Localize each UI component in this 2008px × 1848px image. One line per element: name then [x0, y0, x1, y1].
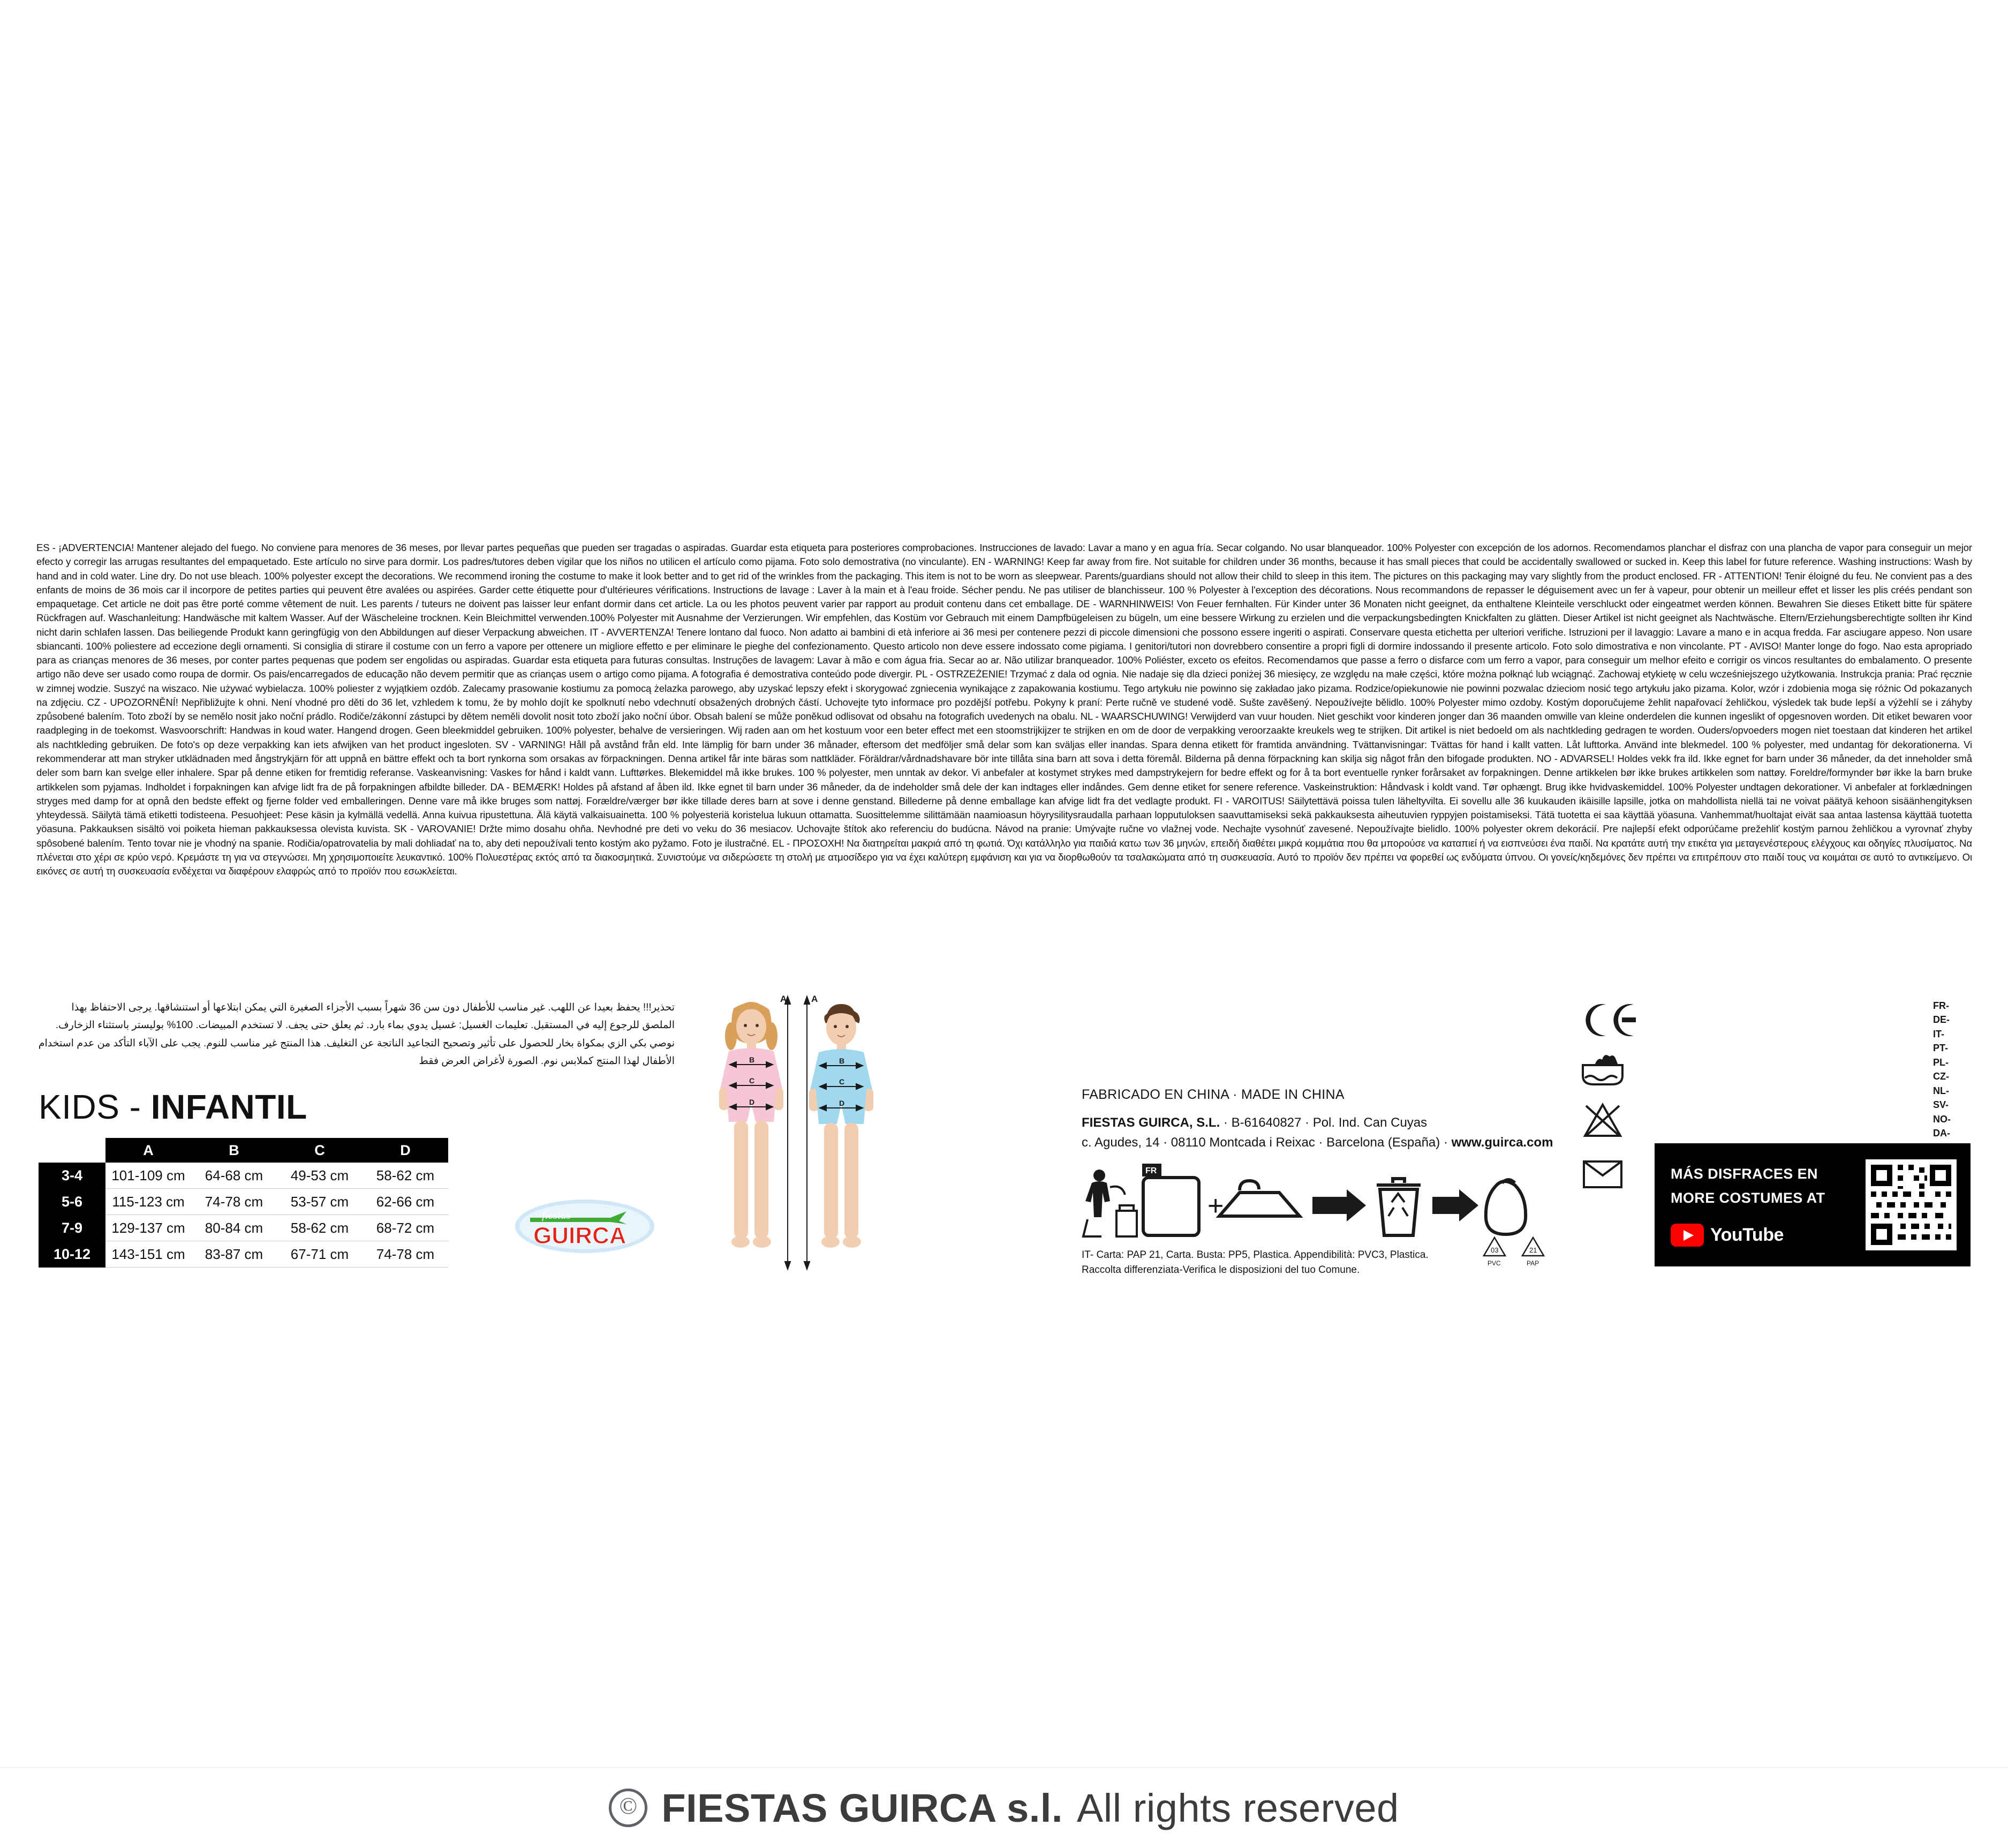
lang-item: CZ-	[1933, 1071, 1949, 1082]
row-age-label: 10-12	[39, 1241, 105, 1268]
waste-sack-icon	[1486, 1180, 1526, 1234]
do-not-bleach-icon	[1580, 1098, 1626, 1144]
label-d-boy: D	[839, 1099, 845, 1107]
column-header-blank	[39, 1138, 105, 1163]
cell-a: 115-123 cm	[105, 1189, 191, 1215]
table-row	[39, 1241, 448, 1268]
label-b-girl: B	[749, 1055, 755, 1064]
company-website[interactable]: www.guirca.com	[1451, 1135, 1553, 1150]
table-row	[39, 1189, 448, 1215]
lang-item: PT-	[1933, 1043, 1949, 1054]
table-row	[39, 1215, 448, 1241]
logo-main-word: GUIRCA	[533, 1223, 626, 1249]
row-age-label: 3-4	[39, 1163, 105, 1189]
label-b-boy: B	[839, 1057, 845, 1065]
label-c-girl: C	[749, 1076, 755, 1085]
footer-brand-name: FIESTAS GUIRCA s.l.	[661, 1785, 1063, 1830]
cell-a: 101-109 cm	[105, 1163, 191, 1189]
cell-d: 74-78 cm	[363, 1241, 448, 1268]
recycling-note	[1082, 1248, 1429, 1277]
cell-c: 49-53 cm	[277, 1163, 363, 1189]
company-poligono: Pol. Ind. Can Cuyas	[1312, 1115, 1428, 1130]
lang-item: DE-	[1933, 1014, 1950, 1025]
footer-rights-text: All rights reserved	[1076, 1785, 1399, 1830]
company-line	[1082, 1113, 1553, 1133]
table-row	[39, 1163, 448, 1189]
line-dry-icon	[1580, 1150, 1626, 1196]
size-chart-table	[39, 1138, 448, 1268]
size-chart-title-kids: KIDS -	[39, 1088, 151, 1126]
promo-line-en: MORE COSTUMES AT	[1671, 1190, 1825, 1206]
label-c-boy: C	[839, 1077, 845, 1086]
logo-top-word: fiestas	[542, 1209, 571, 1221]
recycling-pictograms	[1079, 1159, 1545, 1248]
size-chart-title	[39, 1087, 307, 1127]
lang-item: DA-	[1933, 1128, 1950, 1139]
fr-tag-label: FR	[1145, 1166, 1157, 1175]
cell-b: 83-87 cm	[191, 1241, 277, 1268]
table-header-row	[39, 1138, 448, 1163]
plus-sign: +	[1207, 1190, 1224, 1221]
lang-item: IT-	[1933, 1028, 1944, 1039]
promo-line-es: MÁS DISFRACES EN	[1671, 1166, 1818, 1182]
copyright-icon: ©	[609, 1789, 647, 1827]
cell-b: 74-78 cm	[191, 1189, 277, 1215]
youtube-play-icon	[1671, 1224, 1704, 1247]
cell-b: 80-84 cm	[191, 1215, 277, 1241]
row-age-label: 7-9	[39, 1215, 105, 1241]
care-instruction-icons	[1580, 1047, 1649, 1201]
label-d-girl: D	[749, 1098, 755, 1106]
cell-c: 53-57 cm	[277, 1189, 363, 1215]
recycle-bin-icon	[1377, 1179, 1421, 1235]
company-name: FIESTAS GUIRCA, S.L.	[1082, 1115, 1220, 1130]
made-in-china-text: FABRICADO EN CHINA · MADE IN CHINA	[1082, 1087, 1345, 1102]
company-address: c. Agudes, 14 · 08110 Montcada i Reixac · Barcelona (España) ·	[1082, 1135, 1448, 1150]
pap-label: PAP	[1527, 1259, 1539, 1267]
pvc-code: 03	[1491, 1246, 1499, 1254]
youtube-promo-banner[interactable]	[1655, 1143, 1971, 1266]
lang-item: NL-	[1933, 1085, 1949, 1096]
lang-item: SV-	[1933, 1099, 1949, 1111]
girl-figure	[719, 1002, 783, 1248]
tidyman-icon	[1083, 1170, 1137, 1236]
recycling-note-line2: Raccolta differenziata-Verifica le disposizioni del tuo Comune.	[1082, 1264, 1360, 1276]
arabic-warning-text: تحذير!!! يحفظ بعيدا عن اللهب. غير مناسب للأطفال دون سن 36 شهراً بسبب الأجزاء الصغيرة التي يمكن ابتلاعها أو استنشاقها. يرجى الاحتفاظ بهذا الملصق للرجوع إليه في المستقبل. تعليمات الغسيل: غسيل يدوي بماء بارد. ثم يعلق حتى يجف. لا تستخدم المبيضات. 100% بوليستر باستثناء الزخارف. نوصي بكي الزي بمكواة بخار للحصول على تأثير وتصحيح التجاعيد الناتجة عن التغليف. هذا المنتج غير مناسب للنوم. يجب على الآباء التأكد من عدم استخدام الأطفال لهذا المنتج كملابس نوم. الصورة لأغراض العرض فقط	[38, 1002, 675, 1067]
cell-d: 58-62 cm	[363, 1163, 448, 1189]
youtube-promo-text	[1671, 1166, 1842, 1206]
arrow-right-icon-2	[1432, 1189, 1478, 1221]
recycling-note-line1: IT- Carta: PAP 21, Carta. Busta: PP5, Plastica. Appendibilità: PVC3, Plastica.	[1082, 1249, 1429, 1261]
label-a-girl: A	[780, 994, 787, 1004]
boy-figure	[809, 1004, 873, 1248]
material-code-icons	[1481, 1234, 1550, 1272]
row-age-label: 5-6	[39, 1189, 105, 1215]
youtube-wordmark: YouTube	[1710, 1225, 1784, 1245]
youtube-logo[interactable]	[1671, 1224, 1784, 1247]
cell-c: 58-62 cm	[277, 1215, 363, 1241]
pap-code: 21	[1529, 1246, 1537, 1254]
arrow-right-icon	[1312, 1189, 1366, 1221]
column-header-d: D	[363, 1138, 448, 1163]
company-sep-2: ·	[1305, 1115, 1313, 1130]
multilingual-warning-text: ES - ¡ADVERTENCIA! Mantener alejado del fuego. No conviene para menores de 36 meses, por llevar partes pequeñas que pueden ser tragadas o aspiradas. Guardar esta etiqueta para posteriores comprobaciones. Instrucciones de lavado: Lavar a mano y en agua fría. Secar colgando. No usar blanqueador. 100% Polyester con excepción de los adornos. Recomendamos planchar el disfraz con una plancha de vapor para conseguir un mejor efecto y corregir las arrugas resultantes del empaquetado. Este artículo no sirve para dormir. Los padres/tutores deben vigilar que los niños no utilicen el artículo como pijama. Foto solo demostrativa (no vinculante). EN - WARNING! Keep far away from fire. Not suitable for children under 36 months, because it has small pieces that could be accidentally swallowed or sucked in. Keep this label for future reference. Washing instructions: Wash by hand and in cold water. Line dry. Do not use bleach. 100% polyester except the decorations. We recommend ironing the costume to make it look better and to get rid of the wrinkles from the packaging. This item is not to be worn as sleepwear. Parents/guardians should not allow their child to sleep in this item. The pictures on this packaging may vary slightly from the product enclosed. FR - ATTENTION! Tenir éloigné du feu. Ne convient pas a des enfants de moins de 36 mois car il incorpore de petites parties qui peuvent être avalées ou aspirées. Garder cette étiquette pour d'ultérieures vérifications. Instructions de lavage : Laver à la main et à l'eau froide. Sécher pendu. Ne pas utiliser de blanchisseur. 100 % Polyester à l'exception des décorations. Nous recommandons de repasser le déguisement avec un fer à vapeur, pour obtenir un meilleur effet et lisser les plis créés pendant son empaquetage. Cet article ne doit pas être porté comme vêtement de nuit. Les parents / tuteurs ne doivent pas laisser leur enfant dormir dans cet article. La ou les photos peuvent varier par rapport au produit contenu dans cet emballage. DE - WARNHINWEIS! Von Feuer fernhalten. Für Kinder unter 36 Monaten nicht geeignet, da enthaltene Kleinteile verschluckt oder eingeatmet werden können. Bewahren Sie dieses Etikett bitte für spätere Rückfragen auf. Waschanleitung: Handwäsche mit kaltem Wasser. Auf der Wäscheleine trocknen. Kein Bleichmittel verwenden.100% Polyester mit Ausnahme der Verzierungen. Wir empfehlen, das Kostüm vor Gebrauch mit einem Dampfbügeleisen zu bügeln, um eine bessere Wirkung zu erzielen und die verpackungsbedingten Knickfalten zu glätten. Dieser Artikel ist nicht geeignet als Nachtwäsche. Eltern/Erziehungsberechtigte sollten ihr Kind nicht darin schlafen lassen. Das beiliegende Produkt kann geringfügig von den Abbildungen auf dieser Verpackung abweichen. IT - AVVERTENZA! Tenere lontano dal fuoco. Non adatto ai bambini di età inferiore ai 36 mesi per contenere pezzi di piccole dimensioni che possono essere ingeriti o aspirati. Conservare questa etichetta per ulteriori verifiche. Istruzioni per il lavaggio: Lavare a mano e in acqua fredda. Far asciugare appeso. Non usare sbiancanti. 100% poliestere ad eccezione degli ornamenti. Si consiglia di stirare il costume con un ferro a vapore per ottenere un migliore effetto e per eliminare le pieghe del confezionamento. Questo articolo non deve essere indossato come pigiama. I genitori/tutori non dovrebbero consentire a propri figli di dormire indossando il presente articolo. Foto solo dimostrativa e non vincolante. PT - AVISO! Manter longe do fogo. Nao esta apropriado para as crianças menores de 36 meses, por conter partes pequenas que podem ser engolidas ou aspiradas. Guardar esta etiqueta para futuras consultas. Instruções de lavagem: Lavar à mão e com água fria. Secar ao ar. Não utilizar branqueador. 100% Poliéster, exceto os efeitos. Recomendamos que passe a ferro o disfarce com um ferro a vapor, para conseguir um melhor efeito e corrigir os vincos resultantes do embalamento. O presente artigo não deve ser usado como roupa de dormir. Os pais/encarregados de educação não devem permitir que as crianças usem o artigo como pijama. A fotografia é demostrativa conteúdo pode divergir. PL - OSTRZEŻENIE! Trzymać z dala od ognia. Nie nadaje się dla dzieci poniżej 36 miesięcy, ze względu na małe części, które można połknąć lub wciągnąć. Zachowaj etykietę w celu wcześniejszego użytkowania. Instrukcja prania: Prać ręcznie w zimnej wodzie. Suszyć na wiszaco. Nie używać wybielacza. 100% poliester z wyjątkiem ozdób. Zalecamy prasowanie kostiumu za pomocą żelazka parowego, aby uzyskać lepszy efekt i skorygować zgniecenia wynikające z zapakowania kostiumu. Tego artykułu nie powinno się zakładao jako pizama. Rodzice/opiekunowie nie powinni pozwalac dzieciom nosić tego artykułu jako pizama. Kolor, wzór i zdobienia moga się różnic Od pokazanych na zdjęciu. CZ - UPOZORNĚNÍ! Nepřibližujte k ohni. Není vhodné pro děti do 36 let, vzhledem k tomu, že by mohlo dojít ke spolknutí nebo vdechnutí obsažených drobných částí. Uchovejte tyto informace pro pozdější potřebu. Pokyny k praní: Perte ručně ve studené vodě. Sušte zavěšený. Nepoužívejte bělidlo. 100% Polyester mimo ozdoby. Kostým doporučujeme žehlit napařovací žehličkou, výsledek tak bude lepší a výžehlí se i záhyby způsobené balením. Toto zboží by se nemělo nosit jako noční prádlo. Rodiče/zákonní zástupci by dětem neměli dovolit nosit toto zboží jako noční úbor. Obsah balení se může poněkud odlisovat od obsahu na fotografich uvedenych na obalu. NL - WAARSCHUWING! Verwijderd van vuur houden. Niet geschikt voor kinderen jonger dan 36 maanden omwille van kleine onderdelen die kunnen ingeslikt of opgesnoven worden. Dit etiket bewaren voor raadpleging in de toekomst. Wasvoorschrift: Handwas in koud water. Hangend drogen. Geen bleekmiddel gebruiken. 100% polyester, behalve de versieringen. Wij raden aan om het kostuum voor een beter effect met een stoomstrijkijzer te strijken en om de door de verpakking veroorzaakte kreukels weg te strijken. Dit artikel is niet bedoeld om als nachtkleding gedragen te worden. Ouders/opvoeders mogen niet toestaan dat kinderen het artikel als nachtkleding gebruiken. De foto's op deze verpakking kan iets afwijken van het product ingesloten. SV - VARNING! Håll på avstånd från eld. Inte lämplig för barn under 36 månader, eftersom det medföljer små delar som kan sväljas eller inandas. Spara denna etikett för framtida användning. Tvättanvisningar: Tvättas för hand i kallt vatten. Låt lufttorka. Använd inte blekmedel. 100 % polyester, med undantag för dekorationerna. Vi rekommenderar att man stryker utklädnaden med ångstrykjärn för att uppnå en bättre effekt och ta bort rynkorna som orsakas av förpackningen. Denna artikel får inte bäras som nattkläder. Föräldrar/vårdnadshavare bör inte tillåta sina barn att sova i detta föremål. Bilderna på denna förpackning kan skilja sig något från den bifogade produkten. NO - ADVARSEL! Holdes vekk fra ild. Ikke egnet for barn under 36 måneder, da det inneholder små deler som barn kan svelge eller inhalere. Spar på denne etiken for fremtidig referanse. Vaskeanvisning: Vaskes for hånd i kaldt vann. Lufttørkes. Blekemiddel må ikke brukes. 100 % polyester, men unntak av dekor. Vi anbefaler at kostymet strykes med dampstrykejern for bedre effekt og for å ta bort eventuelle rynker forårsaket av forpakningen. Denne artikkelen bør ikke brukes artikkelen som nattøy. Foreldre/formynder bør ikke la barn bruke artikkelen som pyjamas. Indholdet i forpakningen kan afvige lidt fra de på forpakningen afbildte billeder. DA - BEMÆRK! Holdes på afstand af åben ild. Ikke egnet til barn under 36 måneder, da de indeholder små dele der kan indtages eller indåndes. Gem denne etiket for senere reference. Vaskeinstruktion: Håndvask i koldt vand. Tør ophængt. Brug ikke hvidvaskemiddel. 100% Polyester undtagen dekorationer. Vi anbefaler at forklædningen stryges med damp for at opnå den bedste effekt og fjerne folder ved emballeringen. Denne vare må ikke bruges som nattøj. Forældre/værger bør ikke tillade deres barn at sove i denne genstand. Billederne på denne emballage kan afvige lidt fra det vedlagte produkt. FI - VAROITUS! Säilytettävä poissa tulen läheltyvilta. Ei sovellu alle 36 kuukauden ikäisille lapsille, jotka on mahdollista niellä tai ne voivat päätyä kehoon sisäänhengityksen yhteydessä. Säilytä tämä etiketti todisteena. Pesuohjeet: Pese käsin ja kylmällä vedellä. Anna kuivua ripustettuna. Älä käytä valkaisuainetta. 100 % polyesteriä koristelua lukuun ottamatta. Suosittelemme silittämään naamioasun höyrysilitysraudalla parhaan lopputuloksen saavuttamiseksi sekä pakkauksesta aiheutuvien ryppyjen poistamiseksi. Tätä tuotetta ei saa käyttää yöasuna. Vanhemmat/huoltajat eivät saa antaa lastensa käyttää tuotetta yöasuna. Pakkauksen sisältö voi poiketa hieman pakkauksessa olevista kuvista. SK - VAROVANIE! Držte mimo dosahu ohňa. Nevhodné pre deti vo veku do 36 mesiacov. Uchovajte štítok ako referenciu do budúcna. Návod na pranie: Umývajte ručne vo vlažnej vode. Nechajte vysohnúť zavesené. Nepoužívajte bielidlo. 100% polyester okrem dekorácií. Pre najlepší efekt odporúčame prežehliť kostým parnou žehličkou a vyrovnať zhyby spôsobené balením. Tento tovar nie je vhodný na spanie. Rodičia/opatrovatelia by mali dohliadať na to, aby deti nepoužívali tento kostým ako pyžamo. Foto je ilustračné. EL - ΠΡΟΣΟΧΗ! Να διατηρείται μακριά από τη φωτιά. Όχι κατάλληλο για παιδιά κατω των 36 μηνών, επειδή διαθέτει μικρά κομμάτια που θα μπορούσε να καταπιεί ή να εισπνεύσει ένα παιδί. Να κρατάτε αυτή την ετικέτα για μεταγενέστερους ελέγχους και οδηγίες πλυσίματος. Να πλένεται στο χέρι σε κρύο νερό. Κρεμάστε τη για να στεγνώσει. Μη χρησιμοποιείτε λευκαντικό. 100% Πολυεστέρας εκτός από τα διακοσμητικά. Συνιστούμε να σιδερώσετε τη στολή με ατμοσίδερο για να έχει καλύτερη εμφάνιση και για να διορθωθούν τα τσαλακώματα από τη συσκευασία. Αυτό το προϊόν δεν πρέπει να φορεθεί ως ενδύματα ύπνου. Οι γονείς/κηδεμόνες δεν πρέπει να επιτρέπουν στο παιδί τους να κοιμάται σε αυτό το αντικείμενο. Οι εικόνες σε αυτή τη συσκευασία ενδέχεται να διαφέρουν ελαφρώς από το προϊόν που εσωκλείεται.	[36, 542, 1972, 877]
hand-wash-icon	[1580, 1047, 1626, 1093]
cell-c: 67-71 cm	[277, 1241, 363, 1268]
manufacturer-info	[1082, 1084, 1553, 1152]
cell-a: 143-151 cm	[105, 1241, 191, 1268]
size-chart-title-infantil: INFANTIL	[150, 1088, 307, 1126]
lang-item: FR-	[1933, 1000, 1949, 1011]
cell-d: 68-72 cm	[363, 1215, 448, 1241]
address-line	[1082, 1133, 1553, 1152]
column-header-a: A	[105, 1138, 191, 1163]
measurement-figures	[683, 993, 940, 1277]
qr-code[interactable]	[1866, 1159, 1957, 1250]
footer-bar	[0, 1767, 2008, 1848]
cell-d: 62-66 cm	[363, 1189, 448, 1215]
cell-b: 64-68 cm	[191, 1163, 277, 1189]
pvc-label: PVC	[1488, 1259, 1501, 1267]
company-sep: ·	[1223, 1115, 1232, 1130]
lang-item: NO-	[1933, 1113, 1951, 1125]
column-header-c: C	[277, 1138, 363, 1163]
company-tax-id: B-61640827	[1231, 1115, 1302, 1130]
cell-a: 129-137 cm	[105, 1215, 191, 1241]
hanger-icon	[1219, 1181, 1300, 1216]
ce-mark-icon	[1582, 1001, 1641, 1039]
guirca-logo	[514, 1194, 656, 1258]
lang-item: PL-	[1933, 1057, 1949, 1068]
label-a-boy: A	[811, 994, 818, 1004]
column-header-b: B	[191, 1138, 277, 1163]
